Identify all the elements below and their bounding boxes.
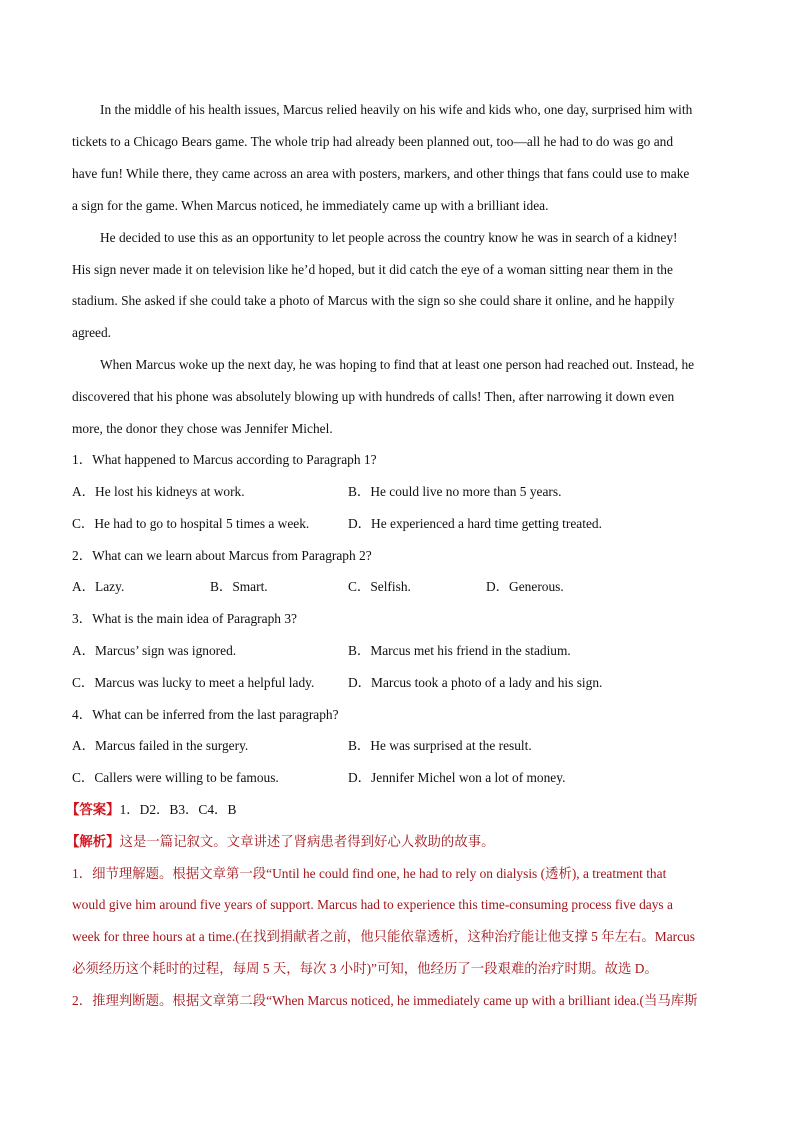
option-c: C．Callers were willing to be famous. — [72, 770, 279, 785]
passage-line: agreed. — [72, 325, 112, 340]
answer-line — [66, 801, 726, 819]
option-c: C．Selfish. — [348, 579, 411, 594]
option-d: D．Jennifer Michel won a lot of money. — [348, 770, 566, 785]
passage-line: He decided to use this as an opportunity to let people across the country know he was in search of a kidney! — [100, 230, 678, 245]
analysis-line — [66, 833, 726, 851]
option-d: D．Marcus took a photo of a lady and his sign. — [348, 675, 603, 690]
question-stem: 1．What happened to Marcus according to Paragraph 1? — [72, 452, 377, 467]
option-b: B．He was surprised at the result. — [348, 738, 532, 753]
passage-line: discovered that his phone was absolutely blowing up with hundreds of calls! Then, after narrowing it down even — [72, 389, 675, 404]
answer-tag: 【答案】 — [66, 802, 120, 817]
option-d: D．Generous. — [486, 579, 564, 594]
option-b: B．He could live no more than 5 years. — [348, 484, 562, 499]
analysis-text: 必须经历这个耗时的过程，每周 5 天，每次 3 小时)”可知，他经历了一段艰难的治疗时期。故选 D。 — [72, 961, 658, 976]
option-b: B．Marcus met his friend in the stadium. — [348, 643, 571, 658]
question-stem: 2．What can we learn about Marcus from Paragraph 2? — [72, 548, 372, 563]
question-stem: 3．What is the main idea of Paragraph 3? — [72, 611, 297, 626]
passage-line: a sign for the game. When Marcus noticed, he immediately came up with a brilliant idea. — [72, 198, 549, 213]
option-c: C．Marcus was lucky to meet a helpful lady. — [72, 675, 315, 690]
passage-line: tickets to a Chicago Bears game. The whole trip had already been planned out, too—all he had to do was go and — [72, 134, 674, 149]
option-a: A．Marcus’ sign was ignored. — [72, 643, 237, 658]
option-d: D．He experienced a hard time getting treated. — [348, 516, 602, 531]
option-c: C．He had to go to hospital 5 times a week. — [72, 516, 310, 531]
analysis-text: 2．推理判断题。根据文章第二段“When Marcus noticed, he immediately came up with a brilliant idea.(当马库斯 — [72, 993, 698, 1008]
passage-line: have fun! While there, they came across an area with posters, markers, and other things that fans could use to make — [72, 166, 690, 181]
option-a: A．Lazy. — [72, 579, 125, 594]
option-b: B．Smart. — [210, 579, 268, 594]
passage-line: When Marcus woke up the next day, he was hoping to find that at least one person had reached out. Instead, he — [100, 357, 695, 372]
analysis-intro: 这是一篇记叙文。文章讲述了肾病患者得到好心人救助的故事。 — [119, 834, 495, 849]
passage-line: His sign never made it on television like he’d hoped, but it did catch the eye of a woman sitting near them in the — [72, 262, 673, 277]
question-stem: 4．What can be inferred from the last paragraph? — [72, 707, 339, 722]
passage-line: stadium. She asked if she could take a photo of Marcus with the sign so she could share it online, and he happily — [72, 293, 675, 308]
analysis-text: would give him around five years of support. Marcus had to experience this time-consuming process five days a — [72, 897, 673, 912]
option-a: A．Marcus failed in the surgery. — [72, 738, 249, 753]
analysis-text: 1．细节理解题。根据文章第一段“Until he could find one, he had to rely on dialysis (透析), a treatment that — [72, 866, 667, 881]
passage-line: more, the donor they chose was Jennifer Michel. — [72, 421, 333, 436]
passage-line: In the middle of his health issues, Marcus relied heavily on his wife and kids who, one day, surprised him with — [100, 102, 693, 117]
option-a: A．He lost his kidneys at work. — [72, 484, 245, 499]
answer-text: 1．D2．B3．C4．B — [119, 802, 237, 817]
analysis-tag: 【解析】 — [66, 834, 120, 849]
analysis-text: week for three hours at a time.(在找到捐献者之前，他只能依靠透析，这种治疗能让他支撑 5 年左右。Marcus — [72, 929, 695, 944]
